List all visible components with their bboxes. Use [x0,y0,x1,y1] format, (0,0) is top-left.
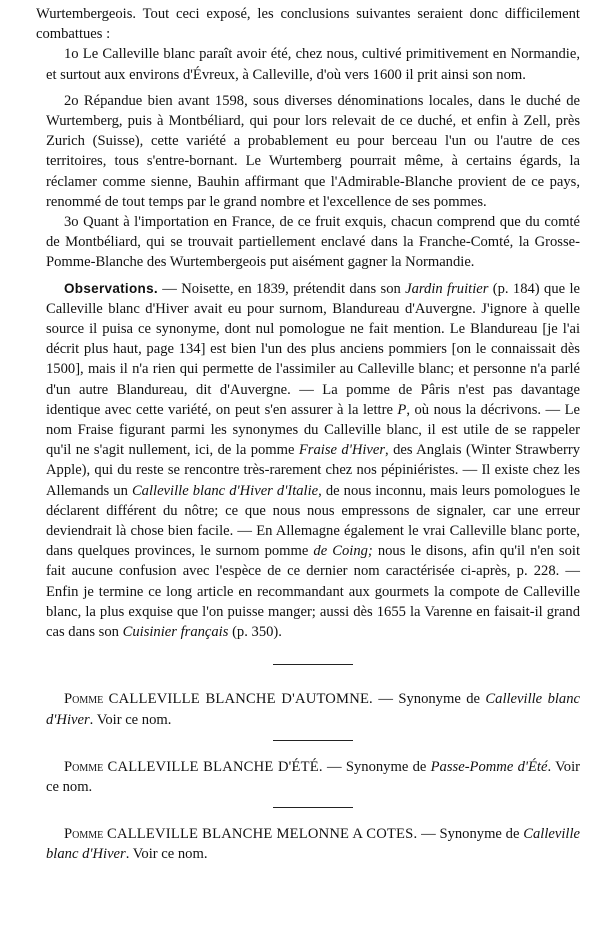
spacer [46,808,580,824]
entry-prefix: Pomme [64,826,104,843]
entry-ref: Calleville blanc d'Hiver [46,691,581,728]
entry-suffix: . Voir ce nom. [125,846,208,863]
book-title: Cuisinier français [122,624,229,641]
observations-paragraph [46,279,580,643]
entry-automne [46,689,580,729]
book-title: Jardin fruitier [405,280,489,297]
observations-text: , des Anglais (Winter Strawberry Apple), qui du reste se rencontre très-rarement chez nos pépiniéristes. — Il existe chez les Allemands un [46,442,581,499]
variety-name: Calleville blanc d'Hiver d'Italie [131,482,319,499]
variety-name: de Coing; [313,543,373,560]
entry-ref: Passe-Pomme d'Été [430,758,548,775]
conclusion-text: Le Calleville blanc paraît avoir été, chez nous, cultivé primitivement en Normandie, et surtout aux environs d'Évreux, à Calleville, d'où vers 1600 il prit ainsi son nom. [46,46,580,83]
entry-prefix: Pomme [64,758,104,775]
entry-name: CALLEVILLE BLANCHE D'AUTOMNE. [108,691,373,708]
entry-ref: Calleville blanc d'Hiver [46,826,580,863]
variety-name: Fraise d'Hiver [298,442,386,459]
observations-text: (p. 184) que le Calleville blanc d'Hiver avait eu pour surnom, Blandureau d'Auvergne. J'ignore à quelle source il puisa ce synonyme, dont nul pomologue ne fait mention. Le Blandureau [je l'ai décrit plus haut, page 134] est bien l'un des plus anciens pommiers [on le connaissait dès 1500], mais il n'a rien qui permette de l'assimiler au Calleville blanc; et personne n'a parlé d'un autre Blandureau, dit d'Auvergne. — La pomme de Pâris n'est pas davantage identique avec cette variété, on peut s'en assurer à la lettre [46,280,580,418]
entry-dash: — Synonyme de [417,826,524,843]
observations-text: — Noisette, en 1839, prétendit dans son [157,280,406,297]
observations-label: Observations. [64,280,158,296]
entry-suffix: . Voir ce nom. [46,758,581,795]
spacer [46,730,580,740]
entry-suffix: . Voir ce nom. [89,711,172,728]
conclusion-number: 2o [64,92,79,109]
entry-melonne [46,824,580,864]
entry-prefix: Pomme [64,691,104,708]
entry-dash: — Synonyme de [372,691,486,708]
intro-paragraph: Wurtembergeois. Tout ceci exposé, les conclusions suivantes seraient donc difficilement combattues : [36,6,580,43]
entry-name: CALLEVILLE BLANCHE D'ÉTÉ. [107,758,323,775]
conclusion-number: 3o [64,214,79,231]
entry-ete [46,757,580,797]
observations-text: , où nous la décrivons. — Le nom Fraise figurant parmi les synonymes du Calleville blanc, il est utile de se rappeler qu'il ne s'agit nullement, ici, de la pomme [46,401,580,459]
conclusion-1 [46,44,580,84]
conclusion-number: 1o [64,46,79,63]
spacer [46,642,580,664]
letter-ref: P [397,401,407,418]
conclusion-text: Quant à l'importation en France, de ce fruit exquis, chacun comprend que du comté de Montbéliard, qui se trouvait partiellement enclavé dans la Franche-Comté, la Grosse-Pomme-Blanche des Wurtembergeois put aisément gagner la Normandie. [46,214,580,271]
conclusion-3 [46,212,580,273]
entry-name: CALLEVILLE BLANCHE MELONNE A COTES. [107,826,418,843]
observations-text: nous le disons, afin qu'il n'en soit fait aucune confusion avec l'espèce de ce dernier nom caractérisée ci-après, p. 228. — Enfin je termine ce long article en recommandant aux gourmets la compote de Calleville blanc, la plus exquise que l'on puisse manger; aussi dès 1655 la Varenne en faisait-il grand cas dans son [46,543,580,641]
spacer [46,741,580,757]
conclusion-2 [46,91,580,212]
conclusion-text: Répandue bien avant 1598, sous diverses dénominations locales, dans le duché de Wurtemberg, puis à Montbéliard, qui pour lors relevait de ce duché, et enfin à Zell, près Zurich (Suisse), cette variété a probablement eu pour berceau l'un ou l'autre de ces territoires, tous s'entre-bornant. Le Wurtemberg pourrait même, à certains égards, la réclamer comme sienne, Bauhin affirmant que l'Admirable-Blanche provient de ce pays, renommé de tout temps par le grand nombre et l'excellence de ses pommes. [46,92,580,210]
observations-text: (p. 350). [228,624,282,641]
observations-text: , de nous inconnu, mais leurs pomologues le déclarent différent du nôtre; ce que nous nous empressons de signaler, car une erreur deviendrait là chose bien facile. — En Allemagne également le vrai Calleville blanc porte, dans quelques provinces, le surnom pomme [46,482,580,560]
entry-dash: — Synonyme de [322,758,431,775]
spacer [46,797,580,807]
document-page [36,4,581,865]
spacer [46,665,580,689]
